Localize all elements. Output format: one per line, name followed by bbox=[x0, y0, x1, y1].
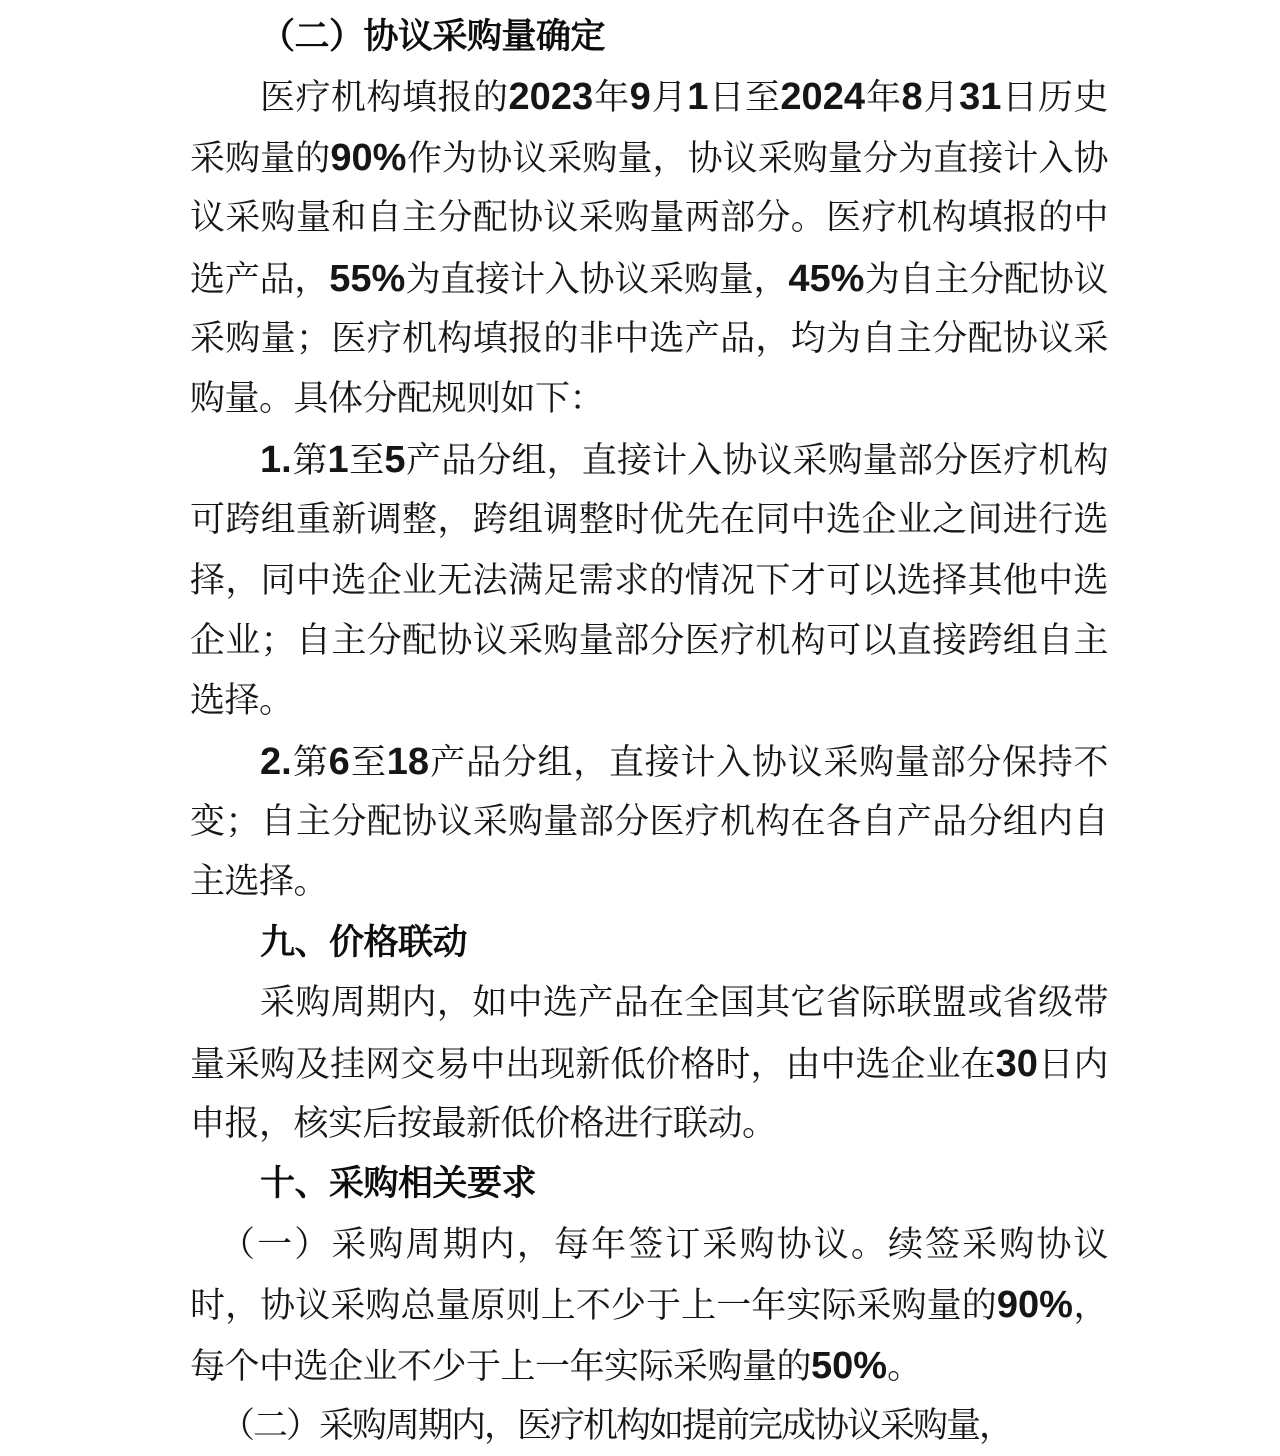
numeric-text: 1 bbox=[327, 438, 349, 481]
numeric-text: 55% bbox=[329, 257, 406, 300]
numeric-text: 50% bbox=[811, 1344, 888, 1387]
paragraph-line: （一）采购周期内，每年签订采购协议。续签采购协议 bbox=[220, 1224, 1108, 1264]
paragraph-line: 变；自主分配协议采购量部分医疗机构在各自产品分组内自 bbox=[190, 802, 1108, 842]
paragraph-line: 择，同中选企业无法满足需求的情况下才可以选择其他中选 bbox=[190, 560, 1108, 600]
numeric-text: 30 bbox=[995, 1042, 1038, 1085]
numeric-text: 2. bbox=[260, 740, 292, 783]
list-item-line-1: 1.第1至5产品分组，直接计入协议采购量部分医疗机构 bbox=[260, 438, 1108, 481]
paragraph-line: （二）采购周期内，医疗机构如提前完成协议采购量， bbox=[220, 1405, 1013, 1445]
paragraph-line: 申报，核实后按最新低价格进行联动。 bbox=[190, 1104, 777, 1144]
numeric-text: 1. bbox=[260, 438, 292, 481]
paragraph-line: 议采购量和自主分配协议采购量两部分。医疗机构填报的中 bbox=[190, 198, 1108, 238]
paragraph-line: 每个中选企业不少于上一年实际采购量的50%。 bbox=[190, 1344, 922, 1387]
paragraph-line: 购量。具体分配规则如下： bbox=[190, 379, 605, 419]
numeric-text: 90% bbox=[330, 136, 407, 179]
numeric-text: 2024 bbox=[780, 76, 865, 119]
paragraph-line: 量采购及挂网交易中出现新低价格时，由中选企业在30日内 bbox=[190, 1042, 1108, 1085]
numeric-text: 45% bbox=[788, 257, 865, 300]
section-heading-procurement-requirements: 十、采购相关要求 bbox=[260, 1164, 537, 1204]
numeric-text: 90% bbox=[996, 1284, 1073, 1327]
paragraph-line: 采购周期内，如中选产品在全国其它省际联盟或省级带 bbox=[260, 983, 1108, 1023]
paragraph-line: 采购量；医疗机构填报的非中选产品，均为自主分配协议采 bbox=[190, 318, 1108, 358]
numeric-text: 6 bbox=[328, 740, 350, 783]
paragraph-line: 医疗机构填报的2023年9月1日至2024年8月31日历史 bbox=[260, 76, 1108, 119]
numeric-text: 5 bbox=[384, 438, 406, 481]
numeric-text: 9 bbox=[629, 76, 651, 119]
numeric-text: 31 bbox=[959, 76, 1002, 119]
numeric-text: 8 bbox=[901, 76, 923, 119]
list-item-line-2: 2.第6至18产品分组，直接计入协议采购量部分保持不 bbox=[260, 740, 1108, 783]
section-heading-allocation: （二）协议采购量确定 bbox=[260, 17, 606, 56]
paragraph-line: 企业；自主分配协议采购量部分医疗机构可以直接跨组自主 bbox=[190, 620, 1108, 660]
paragraph-line: 时，协议采购总量原则上不少于上一年实际采购量的90%， bbox=[190, 1284, 1108, 1327]
numeric-text: 2023 bbox=[508, 76, 594, 119]
paragraph-line: 采购量的90%作为协议采购量，协议采购量分为直接计入协 bbox=[190, 136, 1108, 179]
numeric-text: 18 bbox=[386, 740, 430, 783]
paragraph-line: 选产品，55%为直接计入协议采购量，45%为自主分配协议 bbox=[190, 257, 1108, 300]
numeric-text: 1 bbox=[687, 76, 709, 119]
paragraph-line: 可跨组重新调整，跨组调整时优先在同中选企业之间进行选 bbox=[190, 500, 1108, 540]
paragraph-line: 主选择。 bbox=[190, 862, 329, 902]
section-heading-price-linkage: 九、价格联动 bbox=[260, 922, 468, 962]
paragraph-line: 选择。 bbox=[190, 681, 294, 721]
